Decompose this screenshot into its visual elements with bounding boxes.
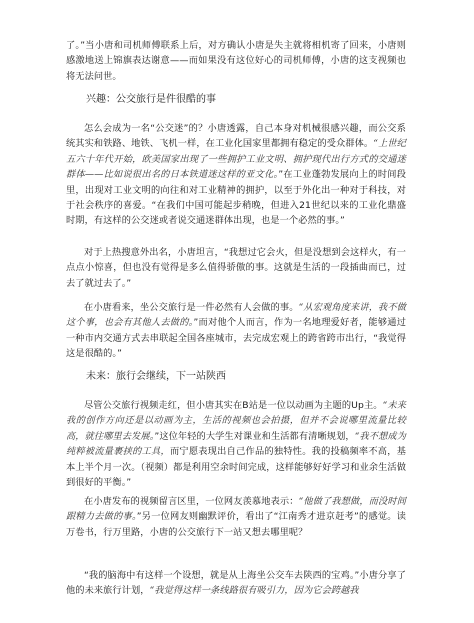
quote-text: “他做了我想做，而没时间跟精力去做的事。 [66, 496, 406, 523]
paragraph-text: 在小唐看来，坐公交旅行是一件必然有人会做的事。 [84, 302, 299, 313]
quote-text: “我觉得这样一条线路很有吸引力，因为它会跨越我 [149, 585, 359, 597]
quote-text: “从宏观角度来讲，我不做这个事，也会有其他人去做的。 [66, 302, 406, 329]
quote-text: “我不想成为纯粹被流量裹挟的工具， [66, 430, 406, 458]
paragraph-cool-thing [66, 300, 406, 362]
paragraph-text: 对于上热搜意外出名，小唐坦言，“我想过它会火，但是没想到会这样火，有一点点小惊喜，但也没有觉得是多么值得骄傲的事。这就是生活的一段插曲而已，过去了就过去了。” [66, 247, 406, 289]
paragraph-text: 怎么会成为一名“公交迷”的？小唐透露，自己本身对机械很感兴趣，而公交系统其实和铁路、地铁、飞机一样，在工业化国家里都拥有稳定的受众群体。 [66, 123, 406, 150]
paragraph-text: 在小唐发布的视频留言区里，一位网友羡慕地表示： [84, 496, 299, 507]
paragraph-text: ”另一位网友则幽默评价，看出了“江南秀才进京赶考”的感觉。读万卷书，行万里路，小唐的公交旅行下一站又想去哪里呢？ [66, 511, 407, 538]
paragraph-comments [66, 494, 406, 540]
paragraph-plan [66, 568, 406, 599]
paragraph-text: ”在工业蓬勃发展向上的时间段里，出现对工业文明的向往和对工业精神的拥护，以至于外化出一种对于科技，对于社会秩序的喜爱。“在我们中国可能起步稍晚，但进入21世纪以来的工业化鼎盛时期，有这样的公交迷或者说交通迷群体出现，也是一个必然的事。” [66, 169, 406, 227]
paragraph-text: “我的脑海中有这样一个设想，就是从上海坐公交车去陕西的宝鸡。”小唐分享了他的未来旅行计划， [66, 570, 406, 597]
section-heading-interest: 兴趣：公交旅行是件很酷的事 [86, 94, 216, 105]
paragraph-bus-fan [66, 121, 406, 229]
paragraph-text: ”而对他个人而言，作为一名地理爱好者，能够通过一种市内交通方式去串联起全国各座城市，去完成宏观上的跨省跨市出行，“我觉得这是很酷的。” [66, 317, 406, 360]
quote-text: “未来我的创作方向还是以动画为主，生活的视频也会拍摄，但并不会说哪里流量比较高，就往哪里去发展。 [66, 400, 406, 442]
paragraph-intro [66, 38, 406, 84]
paragraph-text: 而宁愿表现出自己作品的独特性。我的投稿频率不高，基本上半个月一次。（视频）都是利用空余时间完成，这样能够好好学习和业余生活做到很好的平衡。” [66, 446, 406, 489]
paragraph-text: ”这位年轻的大学生对课业和生活都有清晰规划， [154, 430, 355, 442]
paragraph-text: 尽管公交旅行视频走红，但小唐其实在B站是一位以动画为主题的Up主。 [84, 400, 383, 411]
paragraph-creator [66, 398, 406, 490]
paragraph-text: 了。”当小唐和司机师傅联系上后，对方确认小唐是失主就将相机寄了回来，小唐则感激地送上锦旗表达谢意——而如果没有这位好心的司机师傅，小唐的这支视频也将无法问世。 [66, 40, 406, 82]
paragraph-trending [66, 245, 406, 291]
quote-text: “上世纪五六十年代开始，欧美国家出现了一些拥护工业文明、拥护现代出行方式的交通迷群体——比如说很出名的日本铁道迷这样的亚文化。 [66, 138, 406, 181]
section-heading-future: 未来：旅行会继续，下一站陕西 [86, 371, 226, 382]
